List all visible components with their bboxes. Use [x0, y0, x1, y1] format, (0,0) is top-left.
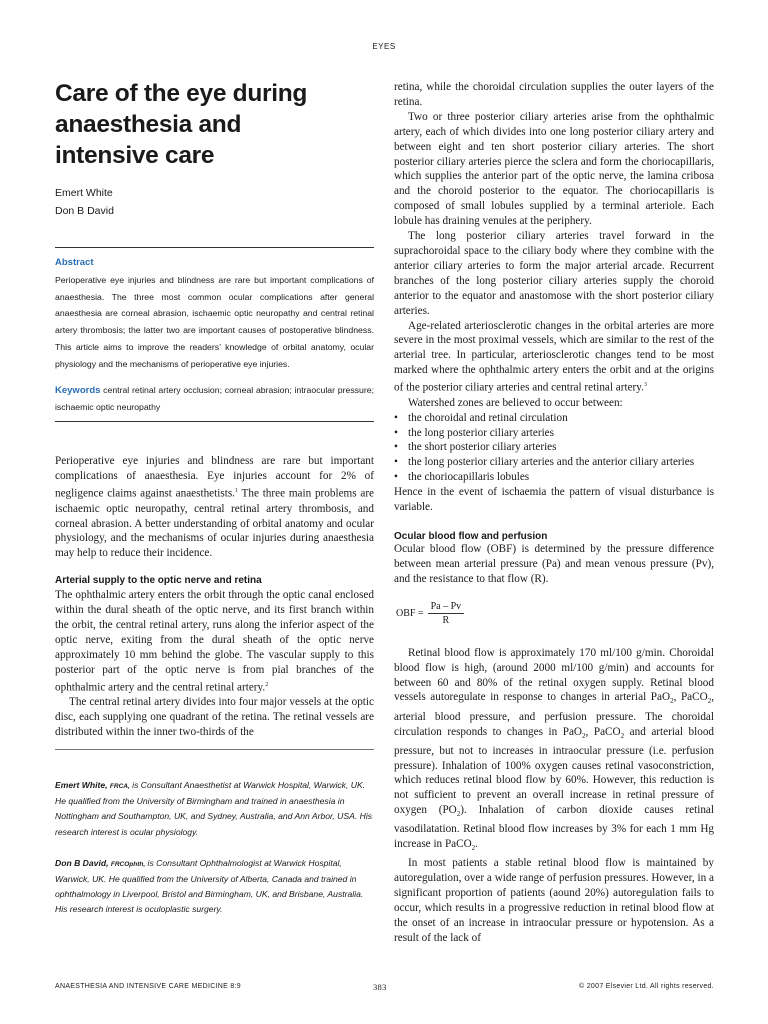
flow-text: and arterial blood pressure, but not to increases in intraocular pressure (i.e. perfusion pressure). Inhalation of 100% oxygen causes retinal vasoconstriction, which reduces retinal blood flow by 60%. However, this reduction is not sufficient to prevent an overall increase in retinal pressure of oxygen (PO — [394, 725, 715, 817]
bio-david-qual: FRCOphth, — [110, 860, 146, 868]
intro-text-1: Perioperative eye injuries and blindness are rare but important complications of anaesthesia. Eye injuries account for 2% of negligence claims against anaesthetists. — [55, 455, 374, 500]
bio-white-qual: FRCA, — [109, 783, 130, 791]
bio-white-text: is Consultant Anaesthetist at Warwick Hospital, Warwick, UK. He qualified from the University of Birmingham and trained in anaesthesia in Nottingham and Southampton, UK, and Sydney, Australia, and Ann Arbor, USA. His research interest is ocular physiology. — [55, 780, 373, 837]
equation-lhs: OBF = — [396, 607, 424, 619]
footer-journal: ANAESTHESIA AND INTENSIVE CARE MEDICINE 8:9 — [55, 983, 241, 990]
heading-blood-flow: Ocular blood flow and perfusion — [394, 531, 548, 543]
intro-ref: 1 — [234, 487, 238, 494]
subscript: 2 — [707, 697, 712, 706]
author-1: Emert White — [55, 187, 113, 199]
bio-david — [55, 856, 374, 918]
abstract-block — [55, 255, 374, 373]
watershed-item: • the long posterior ciliary arteries — [394, 426, 714, 441]
flow-text: , PaCO — [673, 691, 708, 704]
keywords-block — [55, 382, 374, 417]
intro-paragraph — [55, 454, 374, 561]
bio-white — [55, 778, 374, 840]
arterial-text-1: The ophthalmic artery enters the orbit through the optic canal enclosed within the dural sheath of the optic nerve, and its first branch within the orbit, the central retinal artery, runs along the inferior aspect of the optic nerve, exiting from the dural sheath of the optic nerve approximately 10 mm behind the globe. The vascular supply to this posterior part of the optic nerve is from pial branches of the ophthalmic artery and the central retinal artery. — [55, 589, 374, 694]
right-paragraph-2: Two or three posterior ciliary arteries arise from the ophthalmic artery, each of which divides into one long posterior ciliary artery and between eight and ten short posterior ciliary arteries. The short posterior ciliary arteries pierce the sclera and form the choriocapillaris, which supplies the anterior part of the optic nerve, the lamina cribosa and the choroid posterior to the equator. The choriocapillaris is composed of small lobules supplied by a terminal arteriole. Each lobule has draining venules at the periphery. — [394, 110, 714, 228]
right-paragraph-1: retina, while the choroidal circulation supplies the outer layers of the retina. — [394, 81, 714, 108]
title-line-2: anaesthesia and — [55, 111, 242, 138]
title-line-3: intensive care — [55, 142, 215, 169]
flow-paragraph-3: In most patients a stable retinal blood flow is maintained by autoregulation, over a wide range of perfusion pressures. However, in a significant proportion of patients (aound 20%) autoregulation fails to occur, which results in a progressive reduction in retinal blood flow at the onset of an increase in intraocular pressure or hypotension. As a result of the lack of — [394, 857, 714, 944]
watershed-item: • the short posterior ciliary arteries — [394, 440, 714, 455]
right-column — [394, 80, 714, 946]
arterial-paragraph-1 — [55, 588, 374, 695]
bio-white-name: Emert White, — [55, 780, 108, 791]
watershed-outro: Hence in the event of ischaemia the pattern of visual disturbance is variable. — [394, 486, 714, 514]
equation-numerator: Pa – Pv — [428, 601, 465, 614]
left-column — [55, 78, 374, 918]
abstract-text: Perioperative eye injuries and blindness are rare but important complications of anaesthesia. The three most common ocular complications after general anaesthesia are corneal abrasion, ischaemic optic neuropathy and central retinal artery thrombosis; the latter two are important causes of postoperative blindness. This article aims to improve the readers’ knowledge of orbital anatomy, ocular physiology and the mechanisms of perioperative eye injuries. — [55, 274, 374, 369]
keywords-text: central retinal artery occlusion; corneal abrasion; intraocular pressure; ischaemic optic neuropathy — [55, 384, 374, 413]
equation-fraction — [428, 601, 465, 626]
bio-david-text: is Consultant Ophthalmologist at Warwick Hospital, Warwick, UK. He qualified from the University of Alberta, Canada and trained in ophthalmology in Liverpool, Bristol and Birmingham, UK, and Brisbane, Australia. His research interest is oculoplastic surgery. — [55, 857, 364, 915]
subscript: 2 — [456, 810, 461, 819]
abstract-top-rule — [55, 247, 374, 248]
watershed-item: • the choriocapillaris lobules — [394, 470, 714, 485]
title-line-1: Care of the eye during — [55, 80, 308, 107]
flow-paragraph-2 — [394, 646, 714, 857]
abstract-heading: Abstract — [55, 257, 94, 268]
arterial-paragraph-2: The central retinal artery divides into four major vessels at the optic disc, each supplying one quadrant of the retina. The retinal vessels are distributed within the inner two-thirds of the — [55, 696, 374, 739]
subscript: 2 — [582, 731, 586, 740]
subscript: 2 — [620, 731, 625, 740]
article-title — [55, 78, 374, 171]
section-tag: EYES — [372, 42, 396, 51]
intro-text-2: The three main problems are ischaemic optic neuropathy, central retinal artery thrombosis, and corneal abrasion. A better understanding of orbital anatomy and ocular physiology, and the mechanisms of ocular injuries during anaesthesia may help to reduce their incidence. — [55, 487, 375, 560]
subscript: 2 — [670, 697, 674, 706]
flow-text: ). Inhalation of carbon dioxide causes retinal vasodilatation. Retinal blood flow increases by 3% for each 1 mm Hg increase in PaCO — [394, 804, 714, 851]
right-paragraph-4-ref: 3 — [643, 382, 647, 389]
obf-equation — [396, 601, 714, 626]
page-number: 383 — [373, 982, 387, 992]
watershed-item: • the choroidal and retinal circulation — [394, 411, 714, 426]
bio-david-name: Don B David, — [55, 857, 109, 868]
subscript: 2 — [471, 844, 476, 853]
right-paragraph-4 — [394, 319, 714, 396]
right-paragraph-4-text: Age-related arteriosclerotic changes in the orbital arteries are more severe in the most proximal vessels, which are similar to the rest of the arterial tree. In particular, arteriosclerotic changes tend to be most marked where the ophthalmic artery enters the orbit and at the origins of the posterior ciliary arteries and central retinal artery. — [394, 319, 714, 394]
watershed-list — [394, 411, 714, 486]
equation-denominator: R — [442, 614, 450, 626]
footer-copyright: © 2007 Elsevier Ltd. All rights reserved. — [579, 983, 714, 990]
flow-text: . — [475, 838, 478, 851]
bio-rule — [55, 749, 374, 750]
watershed-item: • the long posterior ciliary arteries and the anterior ciliary arteries — [394, 455, 714, 470]
flow-paragraph-1: Ocular blood flow (OBF) is determined by the pressure difference between mean arterial pressure (Pa) and mean venous pressure (Pv), and the resistance to that flow (R). — [394, 543, 714, 585]
watershed-intro: Watershed zones are believed to occur between: — [408, 396, 623, 409]
keywords-heading: Keywords — [55, 384, 101, 396]
arterial-ref: 2 — [265, 681, 269, 688]
author-2: Don B David — [55, 205, 114, 217]
flow-text: , PaCO — [585, 725, 621, 738]
heading-arterial-supply: Arterial supply to the optic nerve and retina — [55, 575, 262, 587]
flow-text: Retinal blood flow is approximately 170 ml/100 g/min. Choroidal blood flow is high, (around 2000 ml/100 g/min) and accounts for between 60 and 80% of the retinal oxygen supply. Retinal blood vessels autoregulate in response to changes in arterial PaO — [394, 646, 714, 704]
flow-text: , arterial blood pressure, and perfusion pressure. The choroidal circulation responds to changes in PaO — [394, 691, 714, 738]
right-paragraph-3: The long posterior ciliary arteries travel forward in the suprachoroidal space to the ciliary body where they combine with the anterior ciliary arteries to form the major arterial arcade. Recurrent branches of the long posterior ciliary arteries supply the choroid anterior to the equator and anastomose with the short posterior ciliary arteries. — [394, 230, 714, 317]
abstract-bottom-rule — [55, 421, 374, 422]
